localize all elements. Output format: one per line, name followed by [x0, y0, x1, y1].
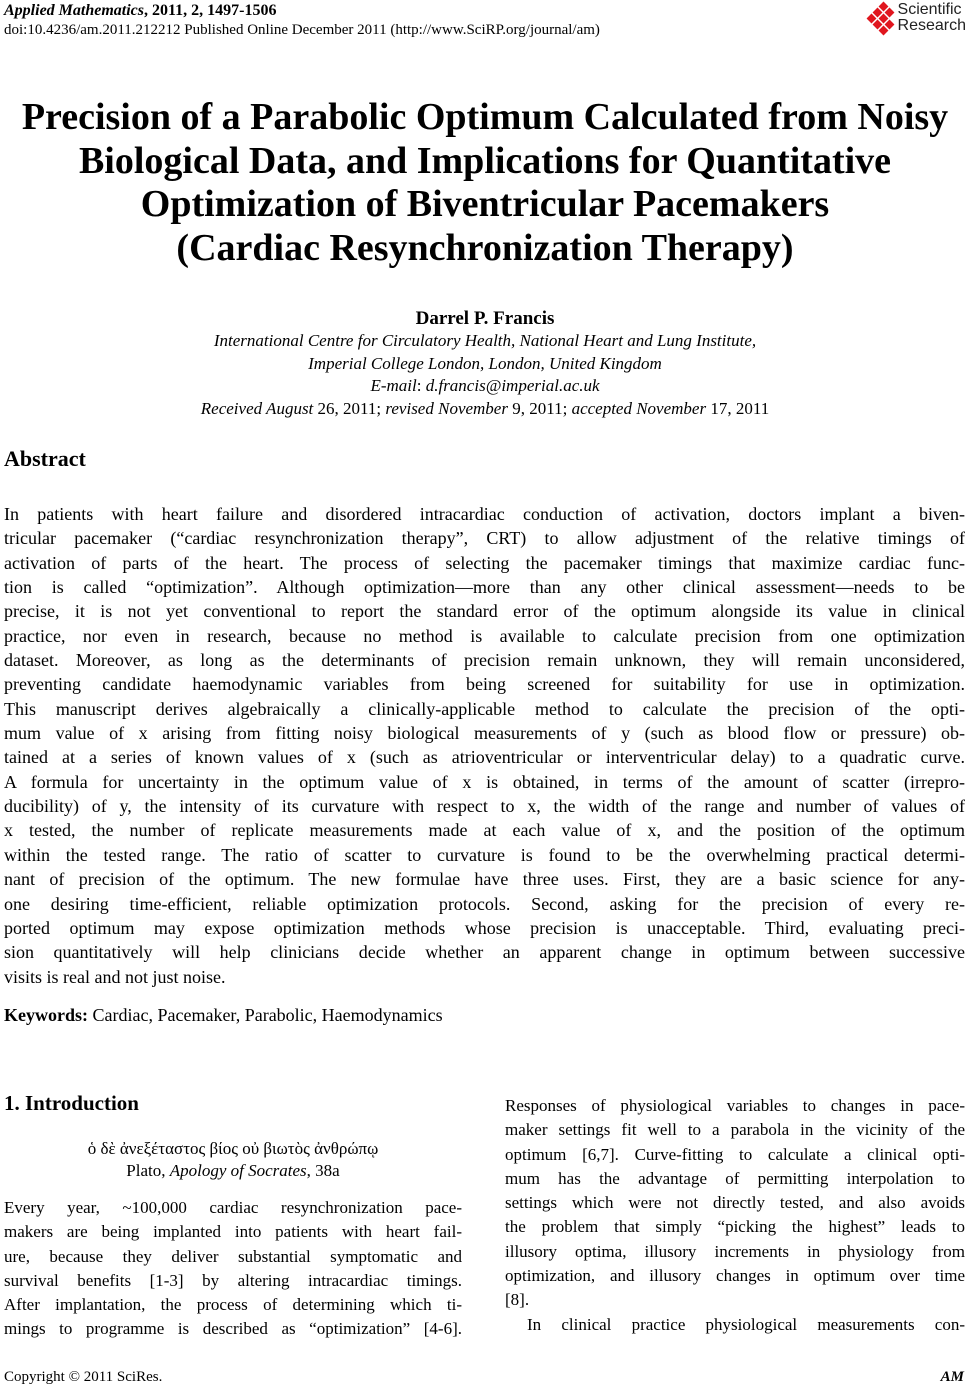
affiliation-text: Imperial College London, London, United Kingdom [308, 353, 662, 373]
text-line: one desiring time-efficient, reliable optimization protocols. Second, asking for the precision of every re- [4, 893, 965, 914]
text-line: ure, because they deliver substantial symptomatic and [4, 1246, 462, 1266]
abstract-body [4, 502, 965, 989]
title-line: (Cardiac Resynchronization Therapy) [176, 226, 794, 269]
paper-title [0, 96, 970, 270]
text-line: sion quantitatively will help clinicians decide whether an apparent change in optimum between successive [4, 942, 965, 963]
epigraph [4, 1138, 462, 1182]
text-line: x tested, the number of replicate measurements made at each value of x, and the position of the optimum [4, 820, 965, 841]
publisher-logo [864, 2, 966, 34]
text-line: preventing candidate haemodynamic variables from being screened for suitability for use in optimization. [4, 674, 965, 695]
footer-copyright: Copyright © 2011 SciRes. [4, 1369, 163, 1385]
text-line: tricular pacemaker (“cardiac resynchronization therapy”, CRT) to allow adjustment of the relative timings of [4, 528, 965, 549]
accepted-date: 17, 2011 [706, 398, 770, 418]
revised-label: revised November [385, 398, 508, 418]
text-line: settings which were not directly tested, and also avoids [505, 1193, 965, 1213]
affiliation-text: International Centre for Circulatory Health, National Heart and Lung Institute, [213, 331, 757, 350]
quote-ref: , 38a [306, 1161, 340, 1180]
text-line: [8]. [505, 1290, 530, 1310]
revised-date: 9, 2011; [507, 398, 572, 418]
accepted-label: accepted November [571, 398, 707, 418]
abstract-heading: Abstract [4, 446, 86, 471]
text-line: mings to programme is described as “optimization” [4-6]. [4, 1319, 462, 1339]
text-line: mum value of x arising from fitting noisy biological measurements of y (such as blood flow or pressure) ob- [4, 723, 965, 744]
title-line: Optimization of Biventricular Pacemakers [140, 183, 830, 225]
affiliation-line [0, 330, 970, 353]
text-line: illusory optima, illusory increments in physiology from [505, 1241, 965, 1261]
text-line: tion is called “optimization”. Although optimization—more than any other clinical assessment—needs to be [4, 577, 965, 598]
logo-diamonds-icon [864, 3, 894, 33]
email-link[interactable]: d.francis@imperial.ac.uk [425, 376, 600, 395]
text-line: maker settings fit well to a parabola in the vicinity of the [505, 1120, 965, 1140]
quote-author: Plato, [126, 1161, 170, 1180]
doi-line: doi:10.4236/am.2011.212212 Published Online December 2011 (http://www.SciRP.org/journal/am) [4, 22, 600, 38]
text-line: tained at a series of known values of x (such as atrioventricular or interventricular delay) to a quadratic curve. [4, 747, 965, 768]
email-label: E-mail [370, 376, 417, 395]
text-line: optimization, and illusory changes in optimum over time [505, 1266, 965, 1286]
quote-work: Apology of Socrates [169, 1161, 307, 1180]
text-line: visits is real and not just noise. [4, 966, 226, 987]
text-line: makers are being implanted into patients with heart fail- [4, 1222, 462, 1242]
affiliation-line [0, 353, 970, 376]
text-line: practice, nor even in research, because no method is available to calculate precision from one optimization [4, 625, 965, 646]
keywords [4, 1005, 443, 1026]
text-line: In patients with heart failure and disordered intracardiac conduction of activation, doctors implant a biven- [4, 504, 965, 524]
received-date: 26, 2011; [313, 398, 386, 418]
text-line: ducibility) of y, the intensity of its curvature with respect to x, the width of the range and number of values of [4, 796, 965, 817]
section-heading-introduction: 1. Introduction [4, 1091, 139, 1115]
dates-line [0, 398, 970, 421]
text-line: optimum [6,7]. Curve-fitting to calculate a clinical opti- [505, 1144, 965, 1164]
keywords-label: Keywords: [4, 1005, 88, 1025]
text-line: ported optimum may expose optimization methods whose precision is unacceptable. Third, evaluating preci- [4, 917, 965, 938]
received-label: Received August [200, 398, 314, 418]
text-line: nant of precision of the optimum. The new formulae have three uses. First, they are a basic science for any- [4, 869, 965, 890]
text-line: mum has the advantage of permitting interpolation to [505, 1168, 965, 1188]
text-line: A formula for uncertainty in the optimum value of x is obtained, in terms of the amount of scatter (irrepro- [4, 771, 965, 792]
journal-info: , 2011, 2, 1497-1506 [144, 2, 277, 19]
journal-name: Applied Mathematics [4, 2, 144, 19]
text-line: dataset. Moreover, as long as the determinants of precision remain unknown, they will remain unconsidered, [4, 650, 965, 671]
epigraph-source [4, 1160, 462, 1182]
text-line: survival benefits [1-3] by altering intracardiac timings. [4, 1270, 462, 1290]
text-line: After implantation, the process of determining which ti- [4, 1295, 462, 1315]
text-line: This manuscript derives algebraically a clinically-applicable method to calculate the precision of the opti- [4, 698, 965, 719]
epigraph-greek: ὁ δὲ ἀνεξέταστος βίος οὐ βιωτὸς ἀνθρώπῳ [87, 1139, 379, 1158]
text-line: within the tested range. The ratio of scatter to curvature is found to be the overwhelming practical determi- [4, 844, 965, 865]
text-line: In clinical practice physiological measurements con- [527, 1314, 965, 1334]
author-name: Darrel P. Francis [415, 308, 555, 329]
text-line: precise, it is not yet conventional to report the standard error of the optimum alongside its value in clinical [4, 601, 965, 622]
email-line: E-mail: d.francis@imperial.ac.uk [370, 376, 600, 395]
text-line: the problem that simply “picking the highest” leads to [505, 1217, 965, 1237]
text-line: Responses of physiological variables to changes in pace- [505, 1096, 965, 1115]
title-line: Precision of a Parabolic Optimum Calculated from Noisy [21, 96, 949, 138]
text-line: activation of parts of the heart. The process of selecting the pacemaker timings that maximize cardiac func- [4, 552, 965, 573]
journal-citation [4, 2, 276, 20]
logo-text-2: Research [897, 17, 966, 34]
affiliation [0, 330, 970, 420]
footer-journal: AM [940, 1369, 964, 1385]
left-column-text [4, 1196, 462, 1342]
right-column-text [505, 1094, 965, 1337]
text-line: Every year, ~100,000 cardiac resynchronization pace- [4, 1198, 462, 1217]
keywords-value: Cardiac, Pacemaker, Parabolic, Haemodynamics [88, 1005, 443, 1025]
logo-text-1: Scientific [897, 1, 962, 18]
title-line: Biological Data, and Implications for Quantitative [78, 139, 892, 182]
